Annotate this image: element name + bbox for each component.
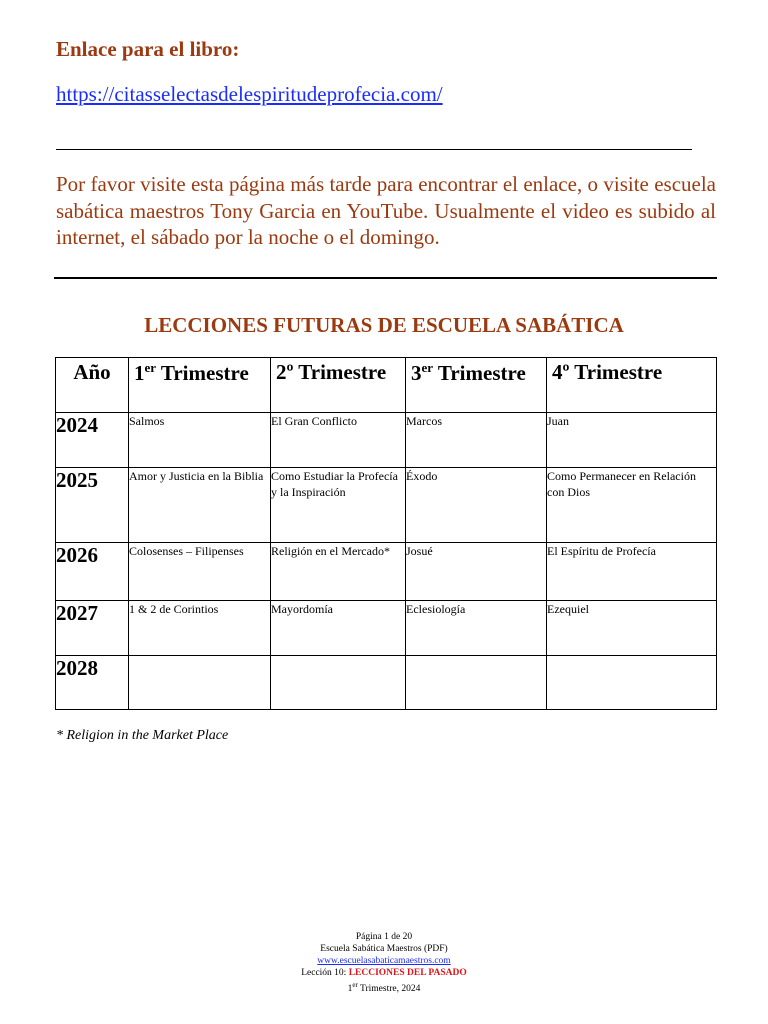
lesson-cell: Mayordomía — [271, 601, 406, 656]
year-cell: 2024 — [56, 413, 129, 468]
book-link-heading: Enlace para el libro: — [56, 37, 240, 61]
lesson-cell: Como Permanecer en Relación con Dios — [547, 468, 717, 543]
future-lessons-table — [55, 357, 717, 710]
lesson-cell: Amor y Justicia en la Biblia — [129, 468, 271, 543]
year-cell: 2027 — [56, 601, 129, 656]
lesson-cell: Ezequiel — [547, 601, 717, 656]
lesson-cell: Como Estudiar la Profecía y la Inspiración — [271, 468, 406, 543]
lesson-cell: El Espíritu de Profecía — [547, 543, 717, 601]
page-number: Página 1 de 20 — [355, 932, 413, 942]
header-q4: 4º Trimestre — [547, 358, 717, 413]
lesson-cell: El Gran Conflicto — [271, 413, 406, 468]
website-link[interactable]: www.escuelasabaticamaestros.com — [317, 956, 451, 966]
year-cell: 2025 — [56, 468, 129, 543]
divider-thick — [54, 277, 717, 279]
lesson-cell — [129, 656, 271, 710]
table-row — [56, 601, 717, 656]
publication-name: Escuela Sabática Maestros (PDF) — [320, 944, 448, 954]
lesson-cell: Colosenses – Filipenses — [129, 543, 271, 601]
lesson-title: LECCIONES DEL PASADO — [348, 968, 467, 978]
lesson-cell: Marcos — [406, 413, 547, 468]
lessons-table-title: LECCIONES FUTURAS DE ESCUELA SABÁTICA — [144, 313, 624, 337]
book-url-link[interactable]: https://citasselectasdelespiritudeprofecia.com/ — [56, 82, 443, 106]
lesson-cell: Josué — [406, 543, 547, 601]
table-row — [56, 543, 717, 601]
page-footer — [0, 931, 768, 995]
notice-paragraph: Por favor visite esta página más tarde para encontrar el enlace, o visite escuela sabática maestros Tony Garcia en YouTube. Usualmente el video es subido al internet, el sábado por la noche o el domingo. — [56, 172, 716, 249]
lesson-cell: Juan — [547, 413, 717, 468]
table-row — [56, 468, 717, 543]
table-footnote: * Religion in the Market Place — [56, 728, 229, 743]
lesson-cell: Eclesiología — [406, 601, 547, 656]
header-q3: 3er Trimestre — [406, 358, 547, 413]
lesson-line: Lección 10: LECCIONES DEL PASADO — [301, 968, 467, 978]
divider-thin — [56, 149, 692, 150]
header-q2: 2º Trimestre — [271, 358, 406, 413]
lesson-cell: 1 & 2 de Corintios — [129, 601, 271, 656]
lesson-cell: Salmos — [129, 413, 271, 468]
header-year: Año — [56, 358, 129, 413]
header-q1: 1er Trimestre — [129, 358, 271, 413]
lesson-cell: Éxodo — [406, 468, 547, 543]
lesson-cell — [406, 656, 547, 710]
lesson-cell: Religión en el Mercado* — [271, 543, 406, 601]
table-row — [56, 413, 717, 468]
year-cell: 2028 — [56, 656, 129, 710]
lesson-cell — [547, 656, 717, 710]
quarter-line: 1er Trimestre, 2024 — [347, 981, 421, 995]
table-header-row — [56, 358, 717, 413]
year-cell: 2026 — [56, 543, 129, 601]
lesson-cell — [271, 656, 406, 710]
table-row — [56, 656, 717, 710]
